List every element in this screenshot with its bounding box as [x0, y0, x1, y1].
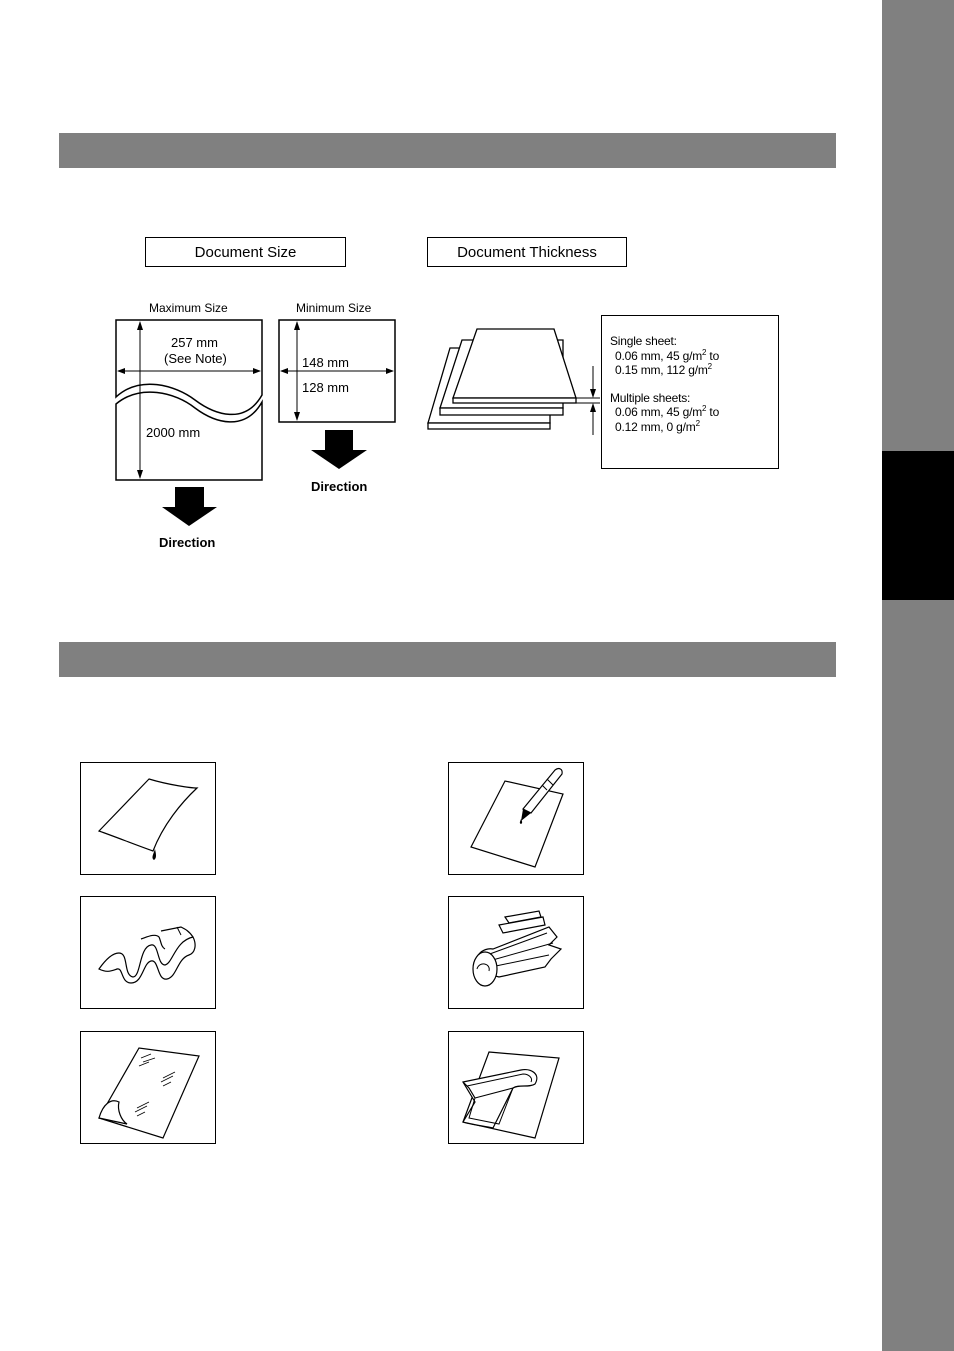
multiple-sheets-heading: Multiple sheets:	[610, 391, 691, 405]
carbon-backed-paper-icon	[448, 1031, 584, 1144]
min-length-value: 148 mm	[302, 355, 349, 370]
section-tab	[882, 451, 954, 600]
document-thickness-label: Document Thickness	[427, 237, 627, 267]
coated-paper-icon	[80, 1031, 216, 1144]
maximum-size-heading: Maximum Size	[149, 301, 228, 315]
side-strip	[882, 0, 954, 1351]
max-direction-label: Direction	[159, 535, 216, 550]
single-sheet-range-1: 0.06 mm, 45 $g/m^2$ to	[615, 348, 720, 363]
section-header-bar-unsuitable	[59, 642, 836, 677]
max-direction-arrow	[162, 507, 217, 526]
document-thickness-diagram	[425, 322, 605, 437]
ink-pen-paper-icon	[448, 762, 584, 875]
min-width-value: 128 mm	[302, 380, 349, 395]
multiple-sheets-range-2: 0.12 mm, 0 $g/m^2$	[615, 419, 700, 434]
curled-paper-icon	[80, 896, 216, 1009]
thickness-spec-box	[601, 315, 779, 469]
document-size-label: Document Size	[145, 237, 346, 267]
max-width-note: (See Note)	[164, 351, 227, 366]
torn-paper-icon	[448, 896, 584, 1009]
min-direction-label: Direction	[311, 479, 368, 494]
single-sheet-heading: Single sheet:	[610, 334, 677, 348]
minimum-size-heading: Minimum Size	[296, 301, 372, 315]
max-width-value: 257 mm	[171, 335, 218, 350]
max-length-value: 2000 mm	[146, 425, 201, 440]
min-direction-arrow	[311, 450, 367, 469]
multiple-sheets-range-1: 0.06 mm, 45 $g/m^2$ to	[615, 404, 720, 419]
wet-paper-icon	[80, 762, 216, 875]
single-sheet-range-2: 0.15 mm, 112 $g/m^2$	[615, 362, 712, 377]
section-header-bar-documents	[59, 133, 836, 168]
